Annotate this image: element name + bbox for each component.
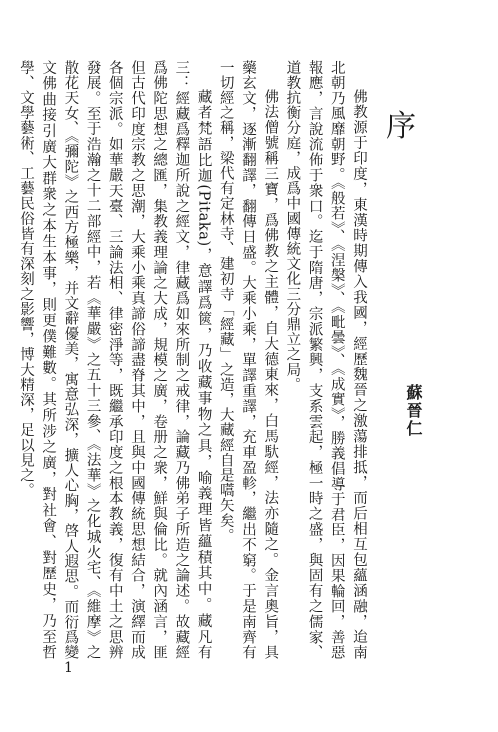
page-title: 序 (386, 109, 418, 144)
preface-body (17, 60, 370, 660)
author-name: 蘇晉仁 (404, 384, 423, 438)
paragraph: 佛法僧號稱三寶，爲佛教之主體，自大德東來，白馬馱經，法亦隨之。金言奧旨，具藥玄文，逐漸翻譯，翻傳日盛。大乘小乘，單譯重譯，充車盈軫，繼出不窮。于是南齊有一切經之稱，梁代有定林寺、建初寺「經藏」之造，大藏經自是嚆矢矣。 (217, 60, 279, 660)
paragraph: 藏者梵語比迦(Pitaka)，意譯爲篋，乃收藏事物之具，喻義理皆蘊積其中。藏凡有三：經藏爲釋迦所說之經文，律藏爲如來所制之戒律，論藏乃佛弟子所造之論述。故藏經爲佛陀思想之總匯，集教義理論之大成，規模之廣，卷册之衆，鮮與倫比。就內涵言，匪但古代印度宗教之思潮，大乘小乘真諦俗諦盡脊其中，且與中國傳統思想結合，演繹而成各個宗派。如華嚴天臺、三論法相、律密淨等，既繼承印度之根本教義，復有中土之思辨發展。至于浩瀚之十二部經中，若《華嚴》之五十三參、《法華》之化城火宅、《維摩》之散花天女、《彌陀》之西方極樂，并文辭優美，寓意弘深，擴人心胸，啓人遐思。而衍爲變文佛曲接引廣大群衆之本生本事，則更僕難數。其所涉之廣，對社會、對歷史，乃至哲學、文學藝術、工藝民俗皆有深刻之影響，博大精深，足以見之。 (17, 60, 212, 660)
paragraph: 佛教源于印度，東漢時期傳入我國，經歷魏晉之激蕩排抵，而后相互包蘊涵融，迨南北朝乃風靡朝野。《般若》、《涅槃》、《毗曇》、《成實》，勝義倡導于君臣，因果輪回，善惡報應，言說流佈于衆口。迄于隋唐，宗派繁興，支系雲起，極一時之盛，與固有之儒家、道教抗衡分庭，成爲中國傳統文化三分鼎立之局。 (284, 60, 367, 660)
page-number: 1 (64, 660, 73, 676)
